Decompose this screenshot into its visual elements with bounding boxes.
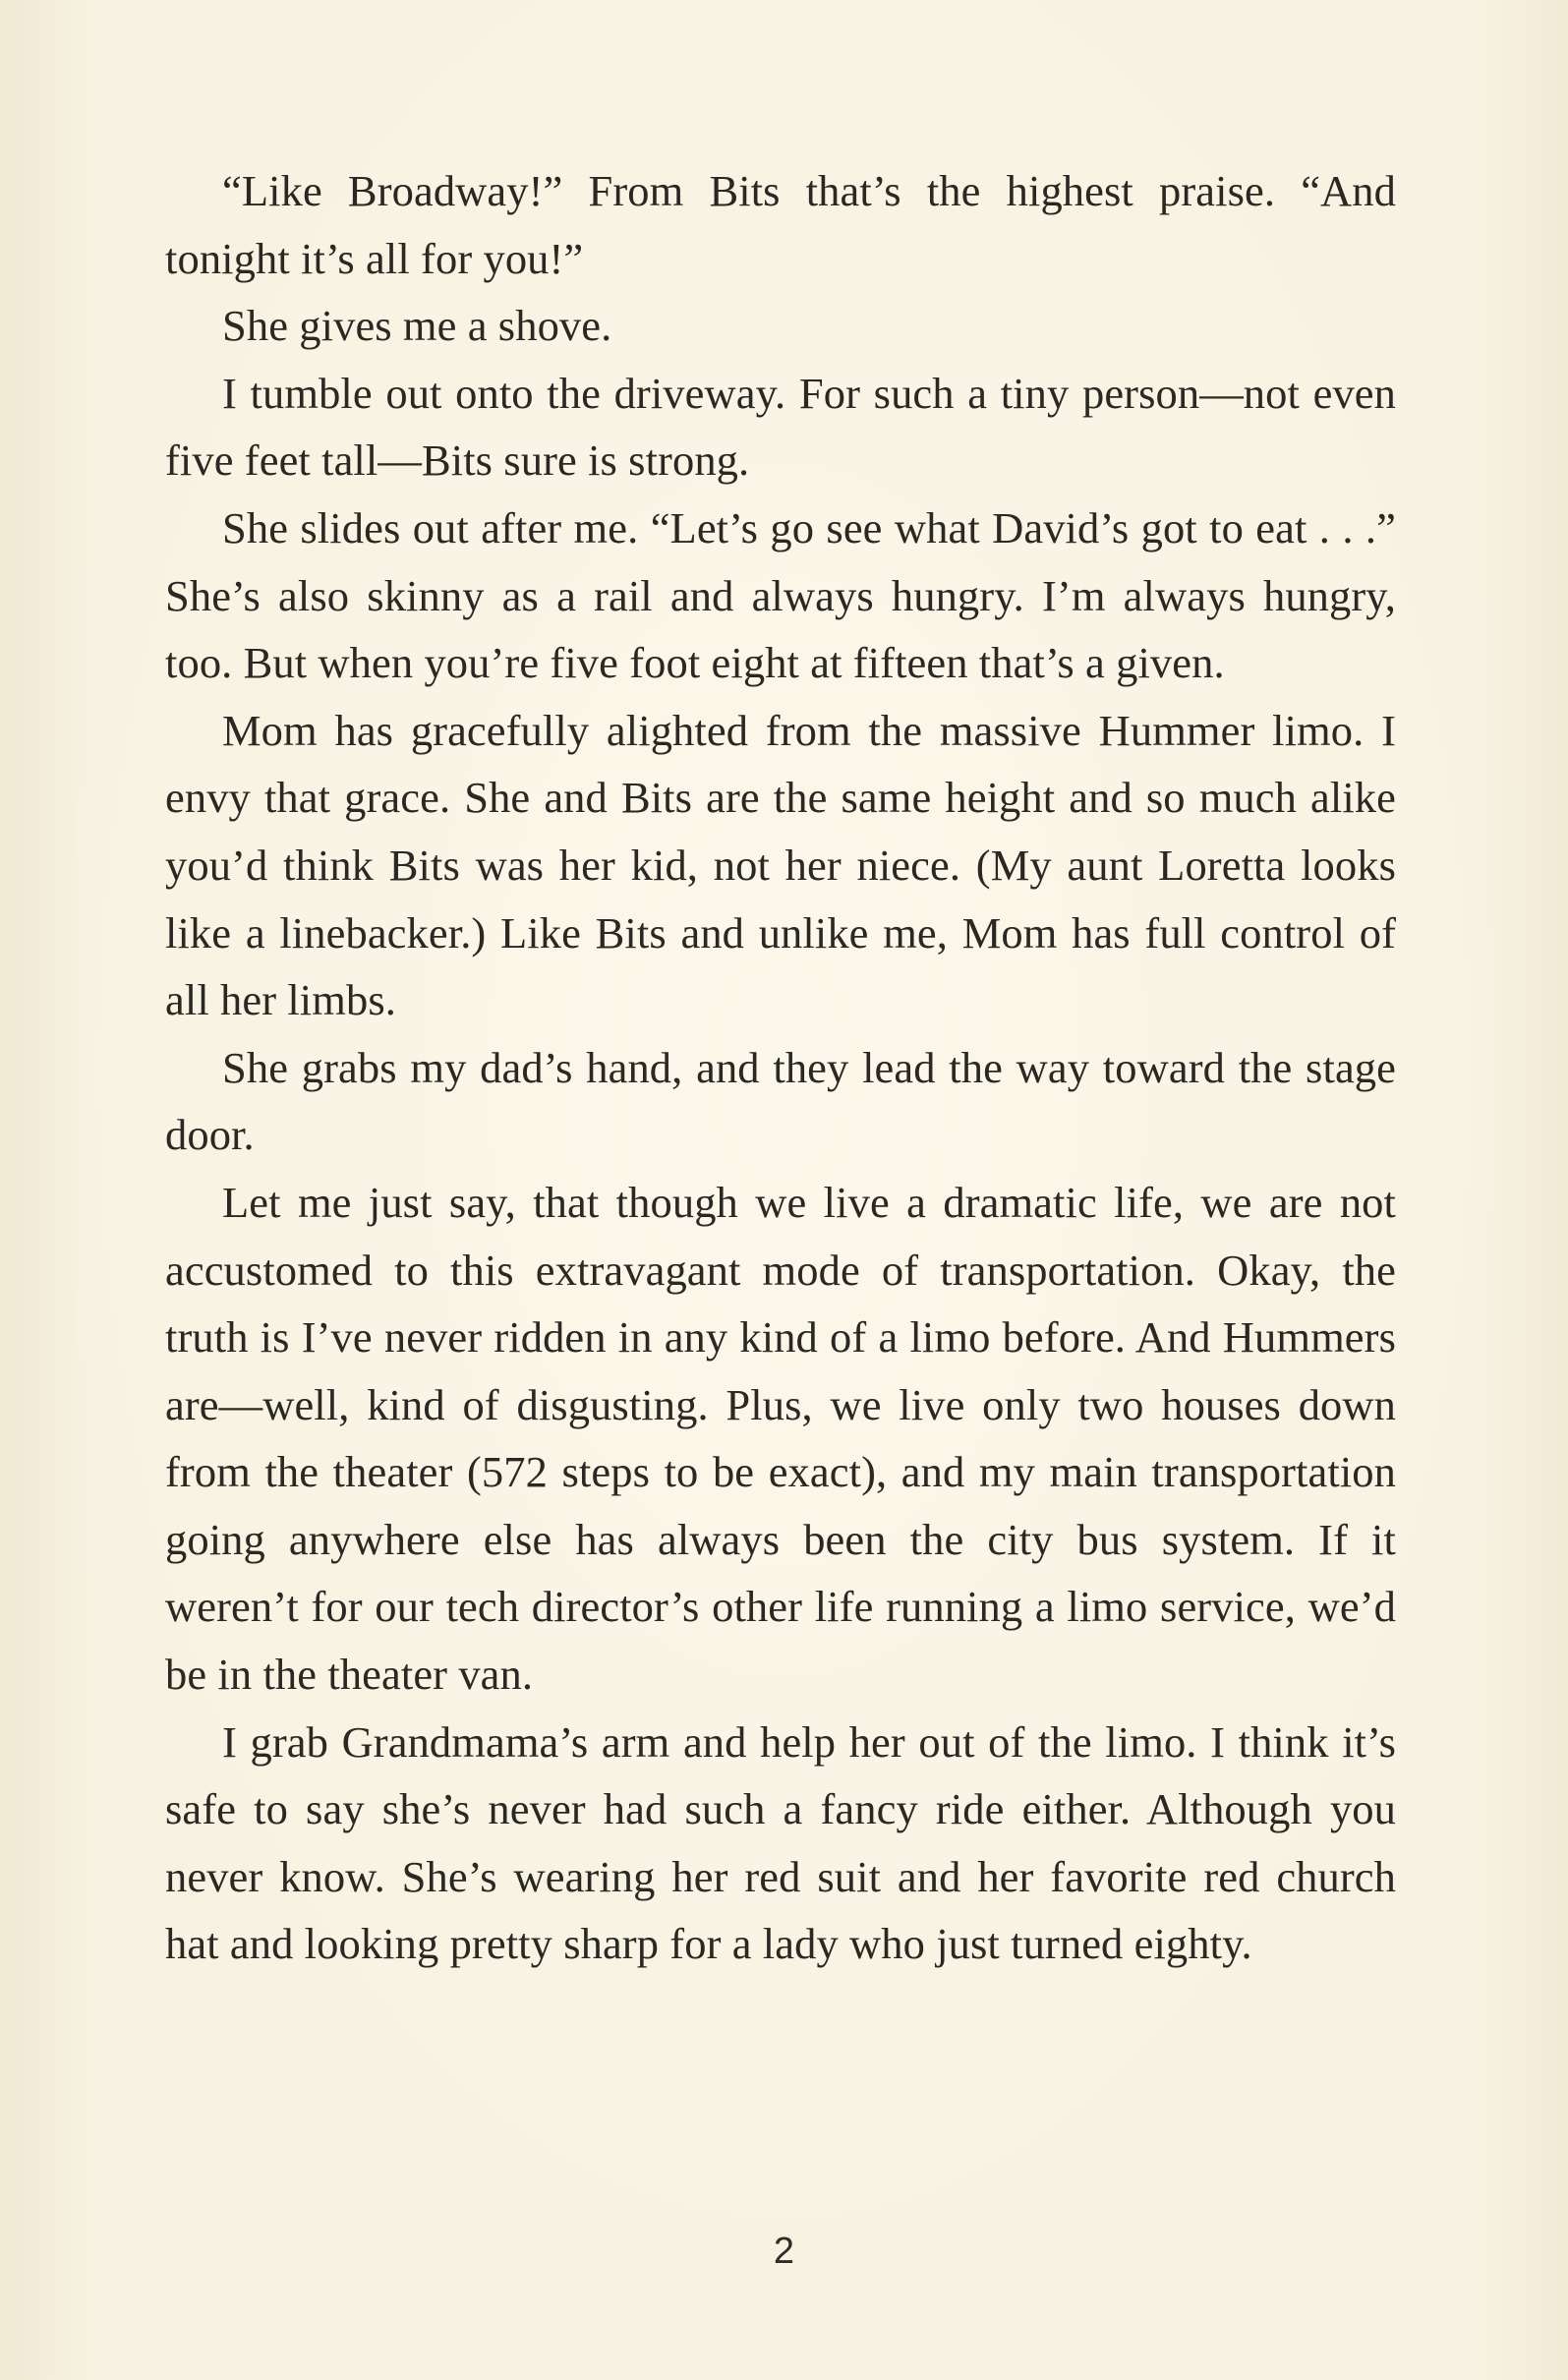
paragraph: She gives me a shove. — [222, 301, 612, 351]
page-number: 2 — [773, 2231, 795, 2272]
paragraph: I grab Grandmama’s arm and help her out of the limo. I think it’s safe to say she’s never had such a fancy ride either. Although you never know. She’s wearing her red suit and her favorite red church hat and looking pretty sharp for a lady who just turned eighty. — [165, 1716, 1396, 1969]
paragraph: Let me just say, that though we live a dramatic life, we are not accustomed to this extravagant mode of transportation. Okay, the truth is I’ve never ridden in any kind of a limo before. And Hummers are—well, kind of disgusting. Plus, we live only two houses down from the theater (572 steps to be exact), and my main transportation going anywhere else has always been the city bus system. If it weren’t for our tech director’s other life running a limo service, we’d be in the theater van. — [165, 1177, 1396, 1700]
paragraph: I tumble out onto the driveway. For such a tiny person—not even five feet tall—Bits sure is strong. — [165, 368, 1396, 486]
body-text — [165, 157, 1396, 1978]
paragraph: She grabs my dad’s hand, and they lead the way toward the stage door. — [165, 1042, 1396, 1160]
paragraph: Mom has gracefully alighted from the massive Hummer limo. I envy that grace. She and Bits are the same height and so much alike you’d think Bits was her kid, not her niece. (My aunt Loretta looks like a linebacker.) Like Bits and unlike me, Mom has full control of all her limbs. — [165, 705, 1396, 1025]
paragraph: “Like Broadway!” From Bits that’s the highest praise. “And tonight it’s all for you!” — [165, 166, 1396, 283]
paragraph: She slides out after me. “Let’s go see what David’s got to eat . . .” She’s also skinny as a rail and always hungry. I’m always hungry, too. But when you’re five foot eight at fifteen that’s a given. — [165, 502, 1396, 688]
